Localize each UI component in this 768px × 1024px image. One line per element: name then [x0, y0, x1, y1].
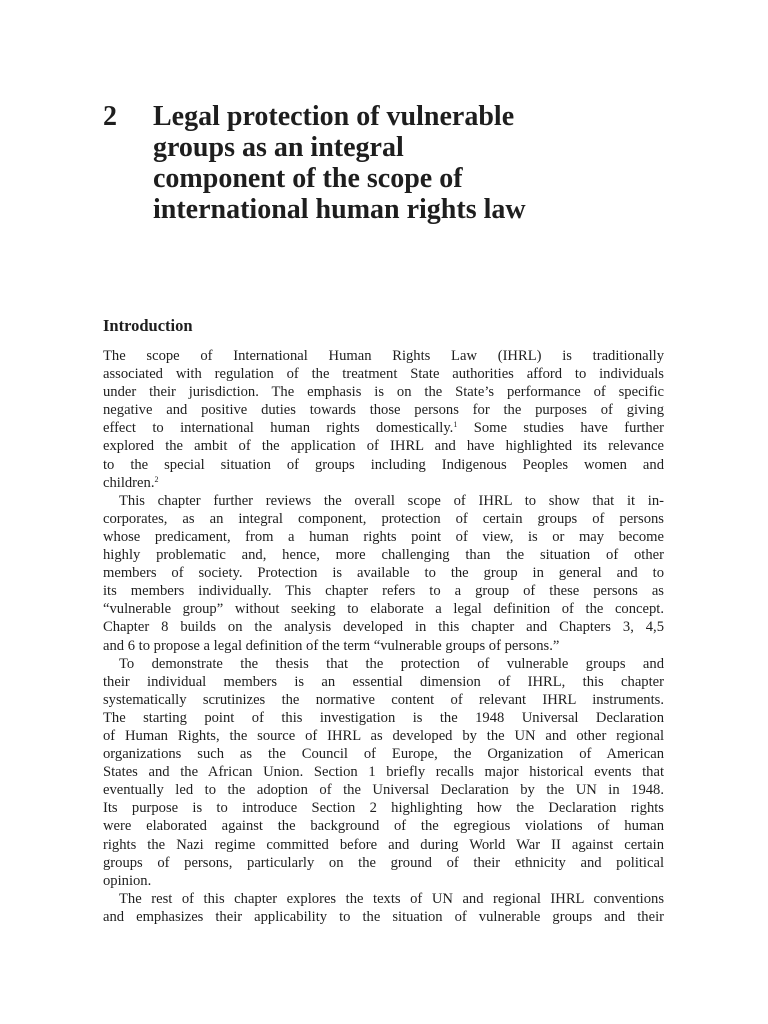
- text-line: States and the African Union. Section 1 briefly recalls major historical events that: [103, 764, 664, 781]
- text-line: their individual members is an essential dimension of IHRL, this chapter: [103, 673, 664, 690]
- text-line: groups of persons, particularly on the ground of their ethnicity and political: [103, 854, 664, 871]
- text-line: [103, 419, 664, 437]
- text-segment: effect to international human rights domestically.: [103, 420, 454, 437]
- text-line: under their jurisdiction. The emphasis is on the State’s performance of specific: [103, 384, 664, 401]
- chapter-number: 2: [103, 101, 117, 132]
- chapter-title-line: Legal protection of vulnerable: [153, 101, 515, 132]
- chapter-title-line: groups as an integral: [153, 132, 404, 163]
- text-line: The rest of this chapter explores the texts of UN and regional IHRL conventions: [119, 890, 664, 907]
- chapter-title: [153, 101, 663, 225]
- text-line: opinion.: [103, 872, 152, 889]
- text-line: rights the Nazi regime committed before and during World War II against certain: [103, 836, 664, 853]
- text-line: eventually led to the adoption of the Universal Declaration by the UN in 1948.: [103, 782, 664, 799]
- text-line: and emphasizes their applicability to the situation of vulnerable groups and their: [103, 908, 664, 925]
- text-line: To demonstrate the thesis that the protection of vulnerable groups and: [119, 655, 664, 672]
- text-line: corporates, as an integral component, protection of certain groups of persons: [103, 510, 664, 527]
- chapter-title-line: international human rights law: [153, 194, 526, 225]
- paragraph: [103, 347, 664, 492]
- text-line: This chapter further reviews the overall scope of IHRL to show that it in-: [119, 492, 664, 509]
- text-line: organizations such as the Council of Europe, the Organization of American: [103, 746, 664, 763]
- section-heading: Introduction: [103, 316, 193, 335]
- footnote-marker: 2: [154, 474, 159, 484]
- text-segment: Some studies have further: [457, 420, 664, 437]
- text-line: were elaborated against the background of the egregious violations of human: [103, 818, 664, 835]
- text-line: The scope of International Human Rights Law (IHRL) is traditionally: [103, 348, 664, 364]
- text-line: to the special situation of groups including Indigenous Peoples women and: [103, 456, 664, 473]
- text-line: The starting point of this investigation is the 1948 Universal Declaration: [103, 709, 664, 726]
- text-line: explored the ambit of the application of IHRL and have highlighted its relevance: [103, 438, 664, 455]
- text-line: highly problematic and, hence, more challenging than the situation of other: [103, 547, 664, 564]
- text-line: whose predicament, from a human rights point of view, is or may become: [103, 528, 664, 545]
- text-line: members of society. Protection is available to the group in general and to: [103, 565, 664, 582]
- text-line: systematically scrutinizes the normative content of relevant IHRL instruments.: [103, 691, 664, 708]
- text-line: and 6 to propose a legal definition of the term “vulnerable groups of persons.”: [103, 637, 560, 654]
- paragraph: [103, 890, 664, 926]
- chapter-heading: [103, 101, 663, 225]
- paragraph: [103, 492, 664, 655]
- text-line: [103, 474, 664, 492]
- text-line: Chapter 8 builds on the analysis developed in this chapter and Chapters 3, 4,5: [103, 619, 664, 636]
- body-text: [103, 347, 664, 926]
- text-line: its members individually. This chapter refers to a group of these persons as: [103, 583, 664, 600]
- paragraph: [103, 655, 664, 890]
- footnote-marker: 1: [453, 420, 458, 430]
- text-line: negative and positive duties towards those persons for the purposes of giving: [103, 402, 664, 419]
- text-line: “vulnerable group” without seeking to elaborate a legal definition of the concept.: [103, 601, 664, 618]
- text-line: of Human Rights, the source of IHRL as developed by the UN and other regional: [103, 727, 664, 744]
- text-line: associated with regulation of the treatment State authorities afford to individuals: [103, 366, 664, 383]
- text-segment: children.: [103, 474, 155, 491]
- chapter-title-line: component of the scope of: [153, 163, 463, 194]
- text-line: Its purpose is to introduce Section 2 highlighting how the Declaration rights: [103, 800, 664, 817]
